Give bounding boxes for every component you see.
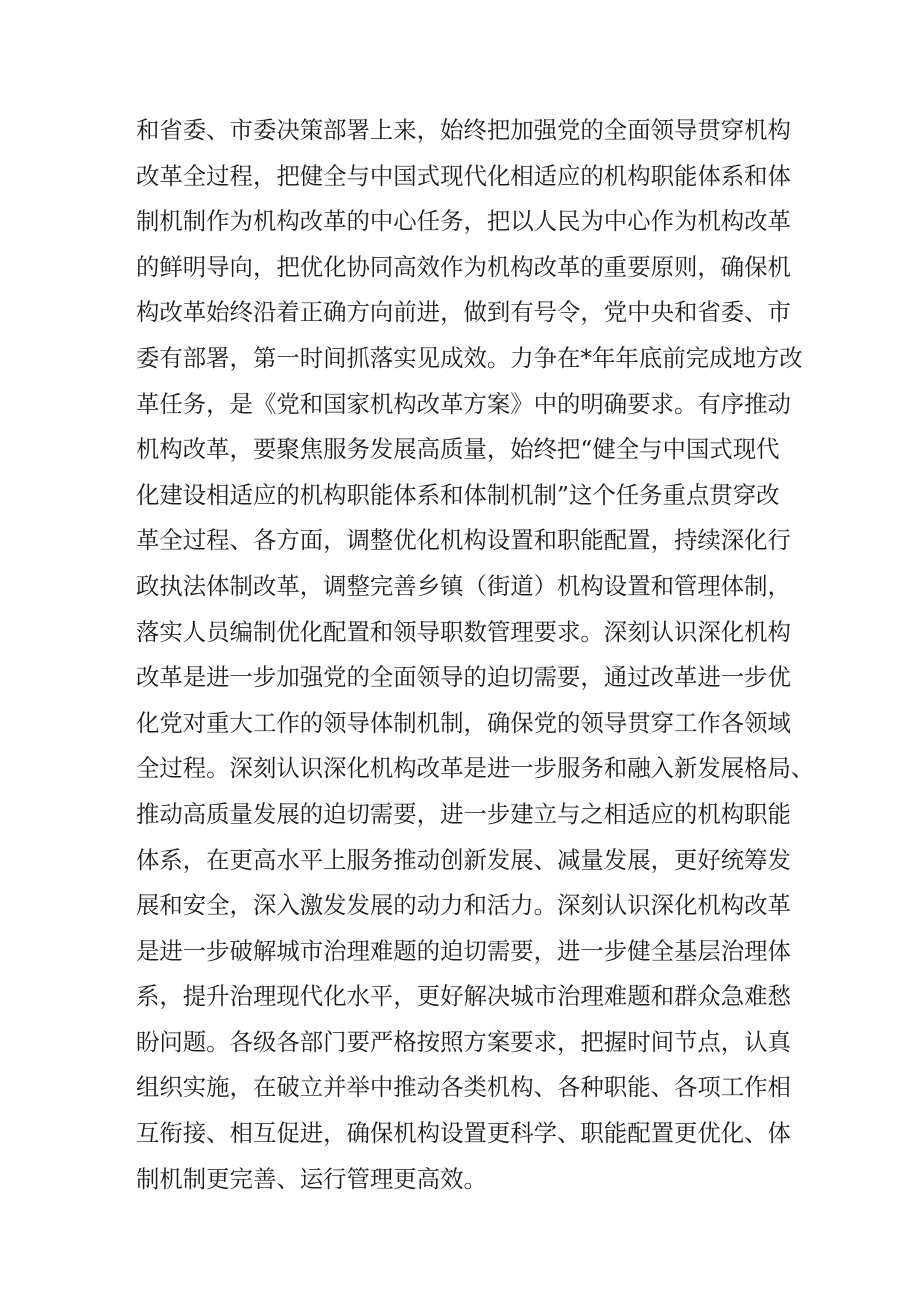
text-line-17: 体系，在更高水平上服务推动创新发展、减量发展，更好统筹发 — [136, 845, 791, 874]
text-line-14: 化党对重大工作的领导体制机制，确保党的领导贯穿工作各领域 — [136, 708, 791, 737]
text-line-15: 全过程。深刻认识深化机构改革是进一步服务和融入新发展格局、 — [136, 754, 815, 783]
text-line-7: 革任务，是《党和国家机构改革方案》中的明确要求。有序推动 — [136, 389, 791, 418]
text-line-9: 化建设相适应的机构职能体系和体制机制”这个任务重点贯穿改 — [136, 480, 780, 509]
text-line-10: 革全过程、各方面，调整优化机构设置和职能配置，持续深化行 — [136, 526, 791, 555]
text-line-16: 推动高质量发展的迫切需要，进一步建立与之相适应的机构职能 — [136, 799, 791, 828]
text-line-6: 委有部署，第一时间抓落实见成效。力争在*年年底前完成地方改 — [136, 343, 803, 372]
text-line-2: 改革全过程，把健全与中国式现代化相适应的机构职能体系和体 — [136, 161, 791, 190]
text-line-18: 展和安全，深入激发发展的动力和活力。深刻认识深化机构改革 — [136, 891, 791, 920]
text-line-23: 互衔接、相互促进，确保机构设置更科学、职能配置更优化、体 — [136, 1119, 791, 1148]
text-line-4: 的鲜明导向，把优化协同高效作为机构改革的重要原则，确保机 — [136, 252, 791, 281]
text-line-8: 机构改革，要聚焦服务发展高质量，始终把“健全与中国式现代 — [136, 435, 780, 464]
text-line-1: 和省委、市委决策部署上来，始终把加强党的全面领导贯穿机构 — [136, 116, 791, 144]
text-line-20: 系，提升治理现代化水平，更好解决城市治理难题和群众急难愁 — [136, 982, 791, 1011]
text-line-12: 落实人员编制优化配置和领导职数管理要求。深刻认识深化机构 — [136, 617, 791, 646]
text-line-21: 盼问题。各级各部门要严格按照方案要求，把握时间节点，认真 — [136, 1027, 791, 1056]
text-line-11: 政执法体制改革，调整完善乡镇（街道）机构设置和管理体制， — [136, 571, 791, 600]
text-line-5: 构改革始终沿着正确方向前进，做到有号令，党中央和省委、市 — [136, 298, 791, 327]
text-line-3: 制机制作为机构改革的中心任务，把以人民为中心作为机构改革 — [136, 207, 791, 236]
text-line-24: 制机制更完善、运行管理更高效。 — [136, 1164, 487, 1193]
body-paragraph — [136, 108, 815, 1202]
text-line-22: 组织实施，在破立并举中推动各类机构、各种职能、各项工作相 — [136, 1073, 791, 1102]
text-line-13: 改革是进一步加强党的全面领导的迫切需要，通过改革进一步优 — [136, 663, 791, 692]
text-line-19: 是进一步破解城市治理难题的迫切需要，进一步健全基层治理体 — [136, 936, 791, 965]
